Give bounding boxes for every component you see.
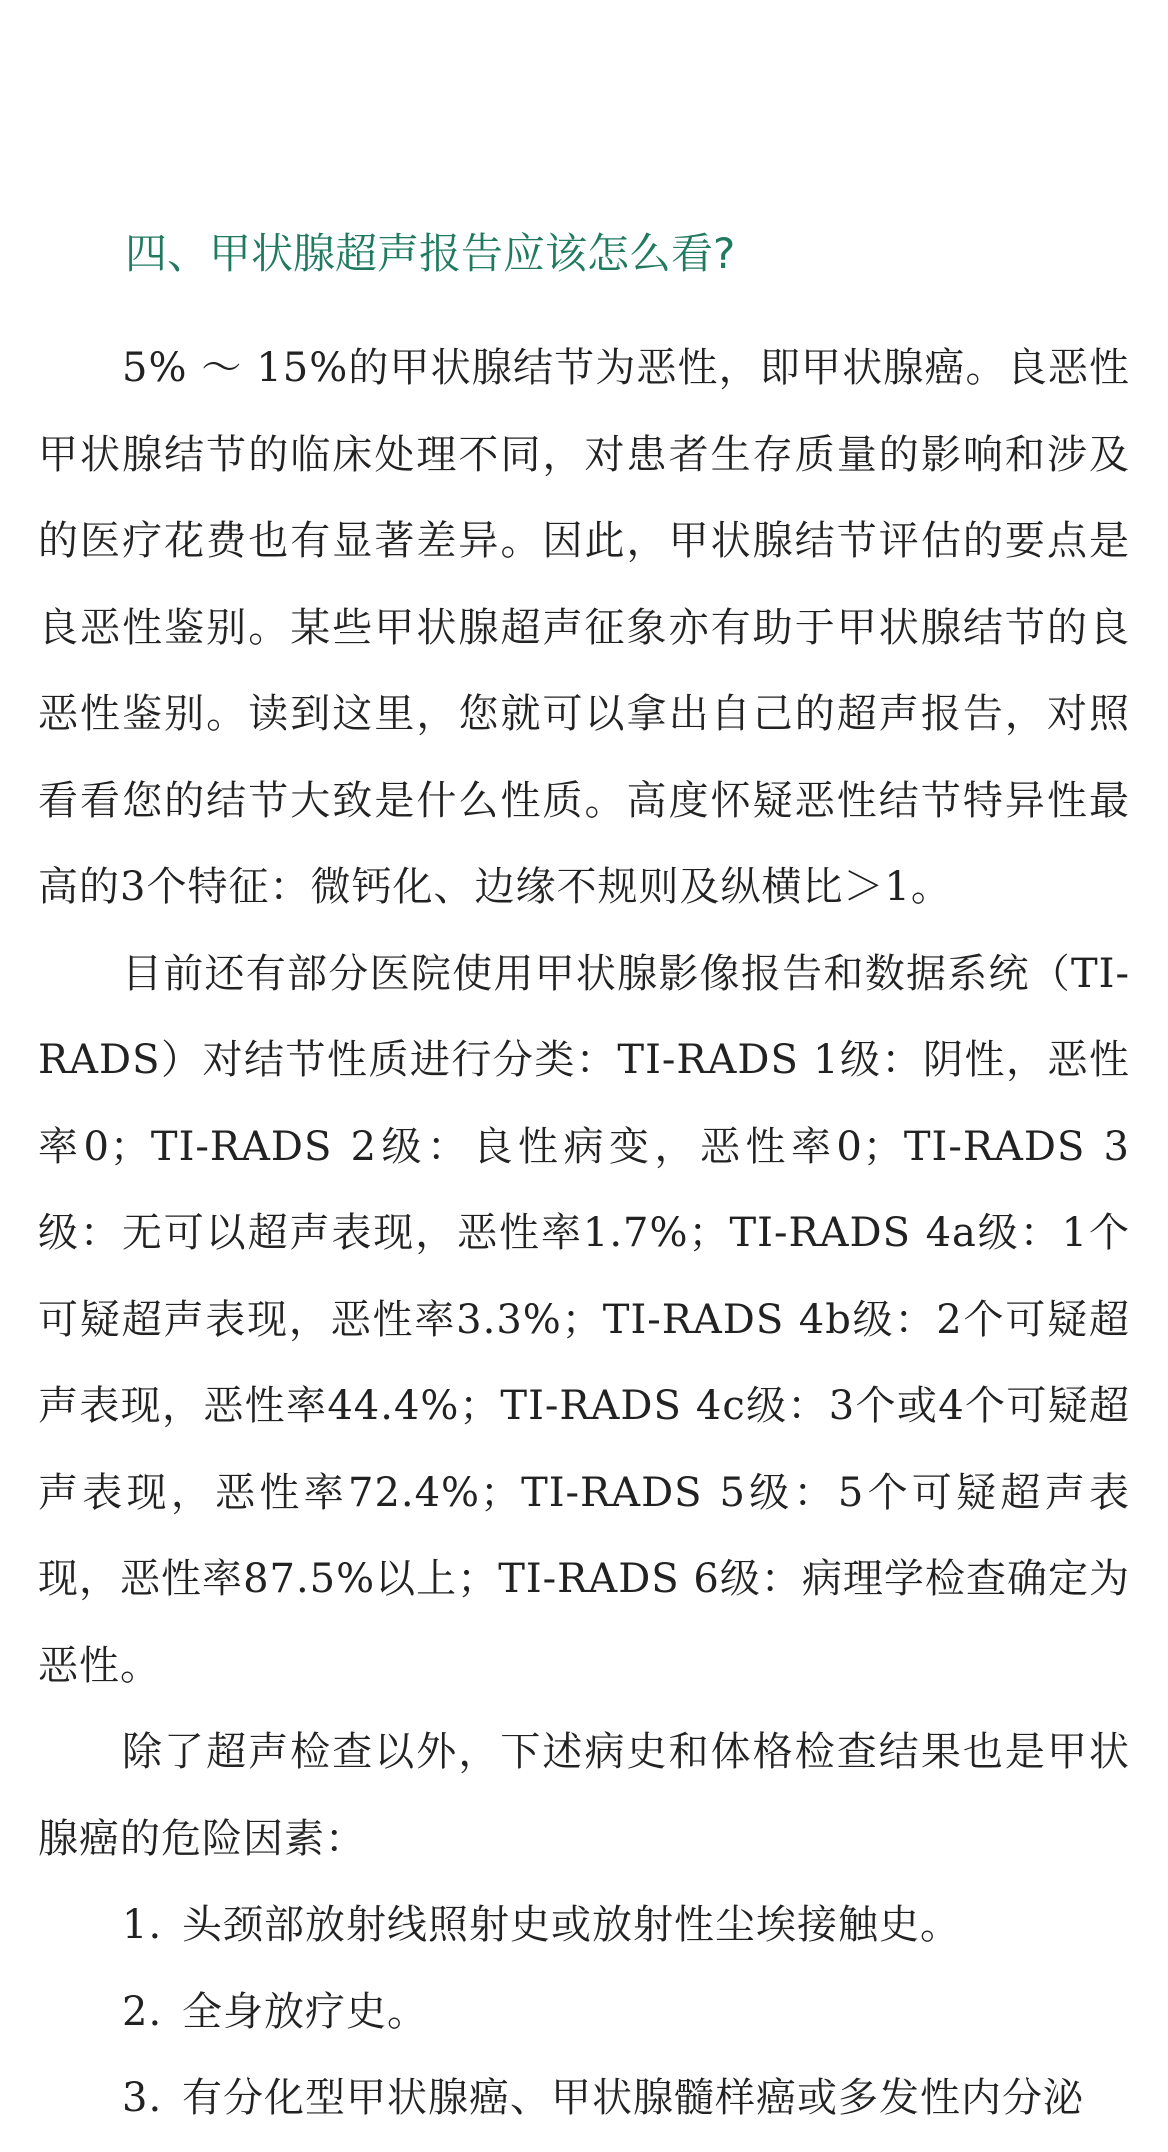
paragraph-ti-rads: 目前还有部分医院使用甲状腺影像报告和数据系统（TI-RADS）对结节性质进行分类：TI-RADS 1级：阴性，恶性率0；TI-RADS 2级：良性病变，恶性率0；TI-RADS 3级：无可以超声表现，恶性率1.7%；TI-RADS 4a级：1个可疑超声表现，恶性率3.3%；TI-RADS 4b级：2个可疑超声表现，恶性率44.4%；TI-RADS 4c级：3个或4个可疑超声表现，恶性率72.4%；TI-RADS 5级：5个可疑超声表现，恶性率87.5%以上；TI-RADS 6级：病理学检查确定为恶性。	[38, 950, 1130, 1689]
list-item	[38, 1969, 1130, 2056]
list-item	[38, 2055, 1130, 2142]
list-item-text: 全身放疗史。	[182, 1988, 428, 2035]
body-text	[38, 325, 1130, 2142]
list-item-text: 有分化型甲状腺癌、甲状腺髓样癌或多发性内分泌	[182, 2075, 1084, 2121]
list-item	[38, 1882, 1130, 1969]
paragraph-malignancy-rate: 5% ～ 15%的甲状腺结节为恶性，即甲状腺癌。良恶性甲状腺结节的临床处理不同，对患者生存质量的影响和涉及的医疗花费也有显著差异。因此，甲状腺结节评估的要点是良恶性鉴别。某些甲状腺超声征象亦有助于甲状腺结节的良恶性鉴别。读到这里，您就可以拿出自己的超声报告，对照看看您的结节大致是什么性质。高度怀疑恶性结节特异性最高的3个特征：微钙化、边缘不规则及纵横比＞1。	[38, 345, 1130, 910]
paragraph-risk-factors: 除了超声检查以外，下述病史和体格检查结果也是甲状腺癌的危险因素：	[38, 1729, 1130, 1862]
list-item-number: 1.	[122, 1902, 163, 1948]
list-item-number: 2.	[122, 1988, 163, 2035]
section-heading: 四、甲状腺超声报告应该怎么看?	[125, 229, 736, 278]
list-item-number: 3.	[122, 2075, 163, 2121]
list-item-text: 头颈部放射线照射史或放射性尘埃接触史。	[182, 1902, 961, 1948]
